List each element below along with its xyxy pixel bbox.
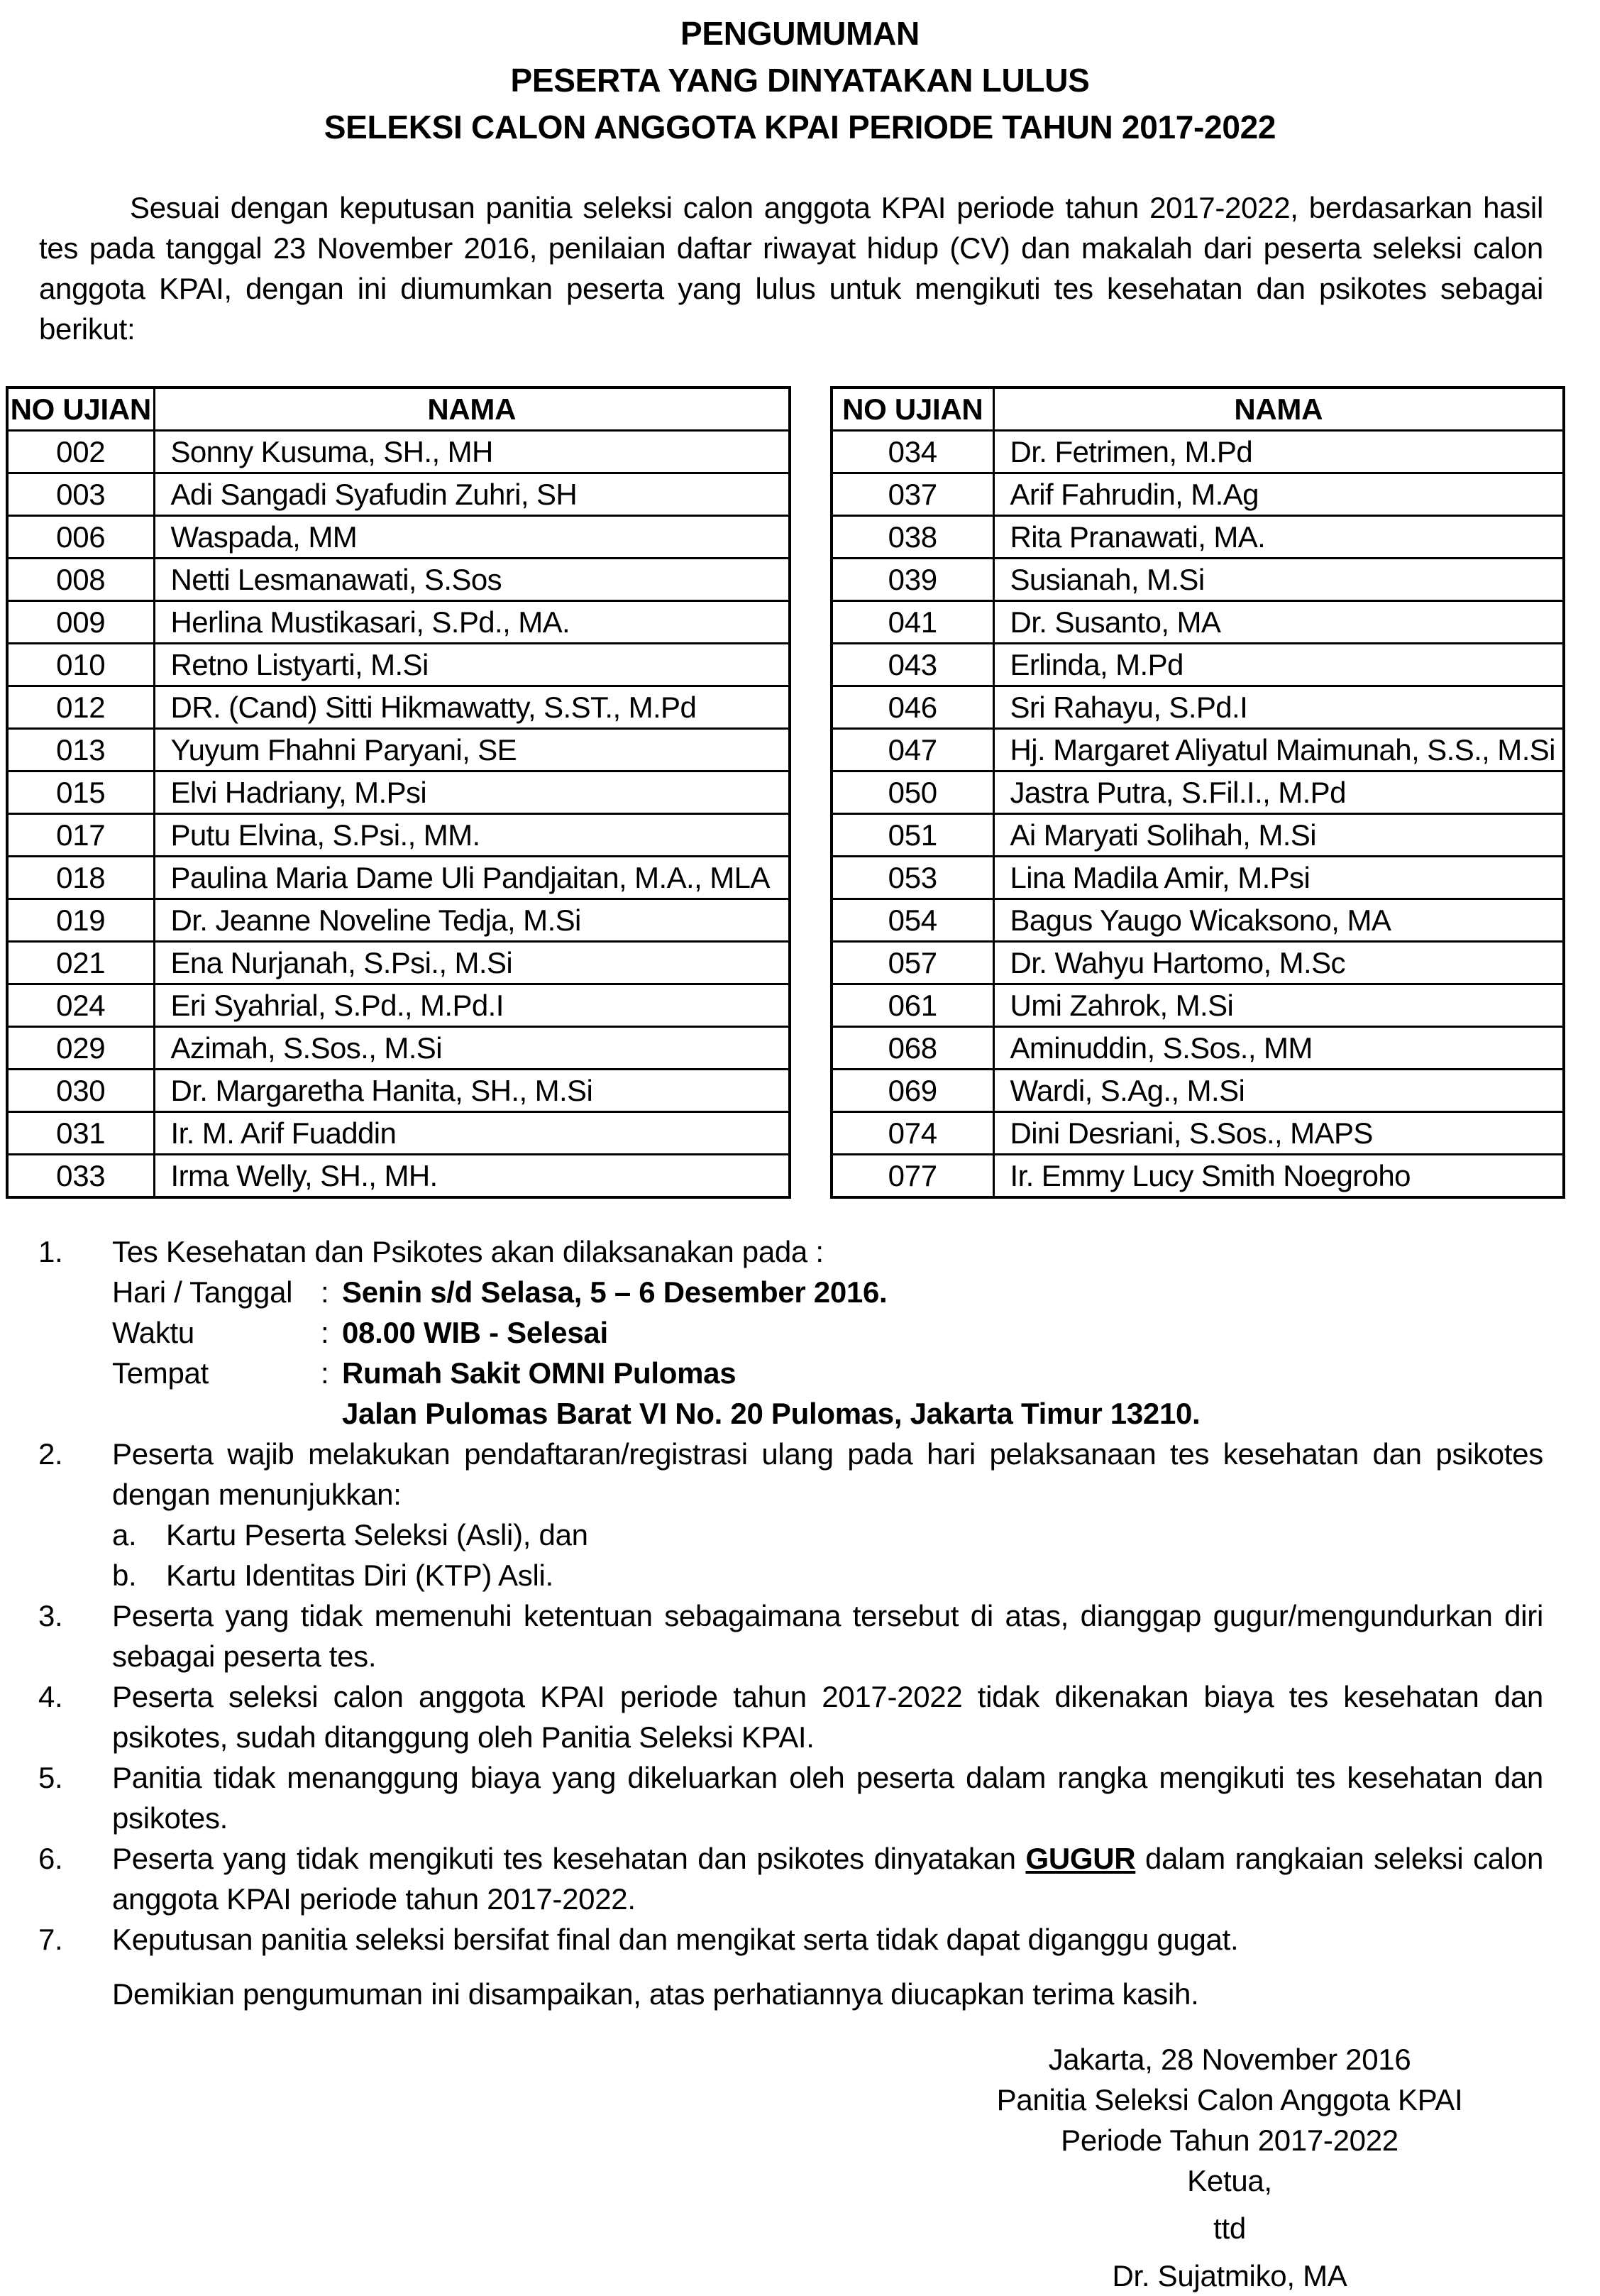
exam-number: 003 <box>7 473 154 516</box>
list-item-5 <box>38 1757 1543 1838</box>
results-tables <box>6 386 1600 1199</box>
announcement-list <box>38 1231 1543 1960</box>
participant-name: Hj. Margaret Aliyatul Maimunah, S.S., M.Si <box>993 729 1564 771</box>
document-title <box>0 10 1600 150</box>
schedule-value: Senin s/d Selasa, 5 – 6 Desember 2016. <box>342 1275 888 1309</box>
results-table-left <box>6 386 791 1199</box>
table-row <box>7 984 790 1027</box>
exam-number: 037 <box>832 473 993 516</box>
list-item-number: 2. <box>38 1437 63 1471</box>
participant-name: Ena Nurjanah, S.Psi., M.Si <box>154 942 790 984</box>
list-item-text: Panitia tidak menanggung biaya yang dikeluarkan oleh peserta dalam rangka mengikuti tes kesehatan dan psikotes. <box>112 1761 1543 1835</box>
participant-name: Paulina Maria Dame Uli Pandjaitan, M.A., MLA <box>154 857 790 899</box>
signature-role: Ketua, <box>1187 2164 1272 2197</box>
table-header-row <box>832 388 1564 431</box>
exam-number: 010 <box>7 644 154 686</box>
signature-name: Dr. Sujatmiko, MA <box>1112 2259 1347 2292</box>
participant-name: Retno Listyarti, M.Si <box>154 644 790 686</box>
participant-name: Dr. Margaretha Hanita, SH., M.Si <box>154 1070 790 1112</box>
table-row <box>7 857 790 899</box>
participant-name: Adi Sangadi Syafudin Zuhri, SH <box>154 473 790 516</box>
exam-number: 030 <box>7 1070 154 1112</box>
exam-number: 024 <box>7 984 154 1027</box>
table-row <box>7 431 790 473</box>
schedule-colon: : <box>321 1316 329 1349</box>
exam-number: 043 <box>832 644 993 686</box>
participant-name: Irma Welly, SH., MH. <box>154 1155 790 1198</box>
exam-number: 051 <box>832 814 993 857</box>
table-row <box>832 559 1564 601</box>
table-row <box>832 729 1564 771</box>
table-row <box>832 686 1564 729</box>
exam-number: 054 <box>832 899 993 942</box>
signature-period: Periode Tahun 2017-2022 <box>1061 2124 1398 2157</box>
table-row <box>832 942 1564 984</box>
schedule-value: 08.00 WIB - Selesai <box>342 1316 608 1349</box>
signature-block <box>910 2039 1549 2296</box>
list-item-number: 4. <box>38 1680 63 1713</box>
exam-number: 046 <box>832 686 993 729</box>
participant-name: Sonny Kusuma, SH., MH <box>154 431 790 473</box>
participant-name: Ir. Emmy Lucy Smith Noegroho <box>993 1155 1564 1198</box>
table-row <box>832 984 1564 1027</box>
signature-place-date: Jakarta, 28 November 2016 <box>1048 2043 1411 2076</box>
list-item-6 <box>38 1838 1543 1919</box>
sub-item-text: Kartu Identitas Diri (KTP) Asli. <box>166 1559 553 1592</box>
table-row <box>7 814 790 857</box>
table-row <box>832 814 1564 857</box>
table-row <box>7 1070 790 1112</box>
table-header-row <box>7 388 790 431</box>
exam-number: 009 <box>7 601 154 644</box>
exam-number: 008 <box>7 559 154 601</box>
table-row <box>832 857 1564 899</box>
exam-number: 053 <box>832 857 993 899</box>
sub-item-b <box>112 1555 1543 1595</box>
participant-name: Rita Pranawati, MA. <box>993 516 1564 559</box>
participant-name: Putu Elvina, S.Psi., MM. <box>154 814 790 857</box>
list-item-number: 3. <box>38 1599 63 1632</box>
list-item-number: 7. <box>38 1923 63 1956</box>
schedule-label: Hari / Tanggal <box>112 1275 293 1309</box>
exam-number: 077 <box>832 1155 993 1198</box>
title-line-3: SELEKSI CALON ANGGOTA KPAI PERIODE TAHUN 2017-2022 <box>324 109 1276 145</box>
schedule-label: Tempat <box>112 1356 209 1390</box>
list-item-7 <box>38 1919 1543 1960</box>
item6-text-before: Peserta yang tidak mengikuti tes kesehatan dan psikotes dinyatakan <box>112 1842 1016 1875</box>
participant-name: Bagus Yaugo Wicaksono, MA <box>993 899 1564 942</box>
list-item-number: 1. <box>38 1235 63 1268</box>
table-row <box>7 1112 790 1155</box>
list-item-text: Peserta yang tidak memenuhi ketentuan sebagaimana tersebut di atas, dianggap gugur/mengundurkan diri sebagai peserta tes. <box>112 1599 1543 1673</box>
exam-number: 031 <box>7 1112 154 1155</box>
participant-name: DR. (Cand) Sitti Hikmawatty, S.ST., M.Pd <box>154 686 790 729</box>
schedule-row-day <box>112 1272 1543 1312</box>
list-item-text: Keputusan panitia seleksi bersifat final dan mengikat serta tidak dapat diganggu gugat. <box>112 1923 1239 1956</box>
table-row <box>832 771 1564 814</box>
participant-name: Dr. Susanto, MA <box>993 601 1564 644</box>
table-row <box>7 771 790 814</box>
schedule-row-place <box>112 1353 1543 1393</box>
table-row <box>832 473 1564 516</box>
sub-item-text: Kartu Peserta Seleksi (Asli), dan <box>166 1518 588 1551</box>
participant-name: Dr. Fetrimen, M.Pd <box>993 431 1564 473</box>
table-row <box>7 1155 790 1198</box>
table-row <box>7 644 790 686</box>
table-row <box>7 601 790 644</box>
item1-intro: Tes Kesehatan dan Psikotes akan dilaksanakan pada : <box>112 1235 824 1268</box>
exam-number: 021 <box>7 942 154 984</box>
participant-name: Ai Maryati Solihah, M.Si <box>993 814 1564 857</box>
exam-number: 039 <box>832 559 993 601</box>
column-header-no-ujian: NO UJIAN <box>832 388 993 431</box>
participant-name: Dini Desriani, S.Sos., MAPS <box>993 1112 1564 1155</box>
column-header-nama: NAMA <box>154 388 790 431</box>
participant-name: Ir. M. Arif Fuaddin <box>154 1112 790 1155</box>
list-item-2 <box>38 1434 1543 1595</box>
participant-name: Waspada, MM <box>154 516 790 559</box>
exam-number: 029 <box>7 1027 154 1070</box>
exam-number: 061 <box>832 984 993 1027</box>
exam-number: 006 <box>7 516 154 559</box>
schedule-label: Waktu <box>112 1316 194 1349</box>
participant-name: Netti Lesmanawati, S.Sos <box>154 559 790 601</box>
exam-number: 034 <box>832 431 993 473</box>
exam-number: 074 <box>832 1112 993 1155</box>
table-row <box>832 899 1564 942</box>
signature-organization: Panitia Seleksi Calon Anggota KPAI <box>996 2083 1463 2116</box>
title-line-1: PENGUMUMAN <box>680 15 920 52</box>
participant-name: Wardi, S.Ag., M.Si <box>993 1070 1564 1112</box>
column-header-no-ujian: NO UJIAN <box>7 388 154 431</box>
table-row <box>832 644 1564 686</box>
schedule-row-time <box>112 1312 1543 1353</box>
gugur-highlight: GUGUR <box>1025 1842 1136 1875</box>
participant-name: Dr. Jeanne Noveline Tedja, M.Si <box>154 899 790 942</box>
sub-item-a <box>112 1515 1543 1555</box>
sub-item-marker: a. <box>112 1518 137 1551</box>
table-row <box>832 1155 1564 1198</box>
table-row <box>7 942 790 984</box>
exam-number: 057 <box>832 942 993 984</box>
table-row <box>7 516 790 559</box>
exam-number: 068 <box>832 1027 993 1070</box>
participant-name: Dr. Wahyu Hartomo, M.Sc <box>993 942 1564 984</box>
table-row <box>832 1112 1564 1155</box>
exam-number: 047 <box>832 729 993 771</box>
participant-name: Elvi Hadriany, M.Psi <box>154 771 790 814</box>
closing-paragraph: Demikian pengumuman ini disampaikan, atas perhatiannya diucapkan terima kasih. <box>112 1977 1199 2011</box>
table-row <box>7 729 790 771</box>
table-row <box>832 1027 1564 1070</box>
list-item-text <box>112 1231 1543 1434</box>
exam-number: 012 <box>7 686 154 729</box>
exam-number: 038 <box>832 516 993 559</box>
exam-number: 069 <box>832 1070 993 1112</box>
exam-number: 041 <box>832 601 993 644</box>
participant-name: Susianah, M.Si <box>993 559 1564 601</box>
signature-ttd: ttd <box>1213 2212 1246 2245</box>
participant-name: Eri Syahrial, S.Pd., M.Pd.I <box>154 984 790 1027</box>
participant-name: Umi Zahrok, M.Si <box>993 984 1564 1027</box>
venue-address: Jalan Pulomas Barat VI No. 20 Pulomas, Jakarta Timur 13210. <box>342 1397 1201 1430</box>
table-row <box>7 686 790 729</box>
exam-number: 019 <box>7 899 154 942</box>
list-item-1 <box>38 1231 1543 1434</box>
participant-name: Sri Rahayu, S.Pd.I <box>993 686 1564 729</box>
table-row <box>7 559 790 601</box>
table-row <box>7 473 790 516</box>
intro-paragraph: Sesuai dengan keputusan panitia seleksi calon anggota KPAI periode tahun 2017-2022, berdasarkan hasil tes pada tanggal 23 November 2016, penilaian daftar riwayat hidup (CV) dan makalah dari peserta seleksi calon anggota KPAI, dengan ini diumumkan peserta yang lulus untuk mengikuti tes kesehatan dan psikotes sebagai berikut: <box>39 191 1543 346</box>
table-row <box>832 431 1564 473</box>
sub-item-marker: b. <box>112 1559 137 1592</box>
participant-name: Azimah, S.Sos., M.Si <box>154 1027 790 1070</box>
table-row <box>832 601 1564 644</box>
exam-number: 018 <box>7 857 154 899</box>
column-header-nama: NAMA <box>993 388 1564 431</box>
exam-number: 017 <box>7 814 154 857</box>
participant-name: Arif Fahrudin, M.Ag <box>993 473 1564 516</box>
participant-name: Yuyum Fhahni Paryani, SE <box>154 729 790 771</box>
item6-text-after: dalam rangkaian seleksi calon anggota KPAI periode tahun 2017-2022. <box>112 1842 1543 1916</box>
exam-number: 050 <box>832 771 993 814</box>
table-row <box>7 1027 790 1070</box>
participant-name: Herlina Mustikasari, S.Pd., MA. <box>154 601 790 644</box>
table-row <box>832 516 1564 559</box>
results-table-right <box>830 386 1565 1199</box>
table-row <box>832 1070 1564 1112</box>
schedule-colon: : <box>321 1275 329 1309</box>
item2-text: Peserta wajib melakukan pendaftaran/registrasi ulang pada hari pelaksanaan tes kesehatan dan psikotes dengan menunjukkan: <box>112 1437 1543 1511</box>
list-item-number: 6. <box>38 1842 63 1875</box>
participant-name: Jastra Putra, S.Fil.I., M.Pd <box>993 771 1564 814</box>
list-item-3 <box>38 1595 1543 1676</box>
participant-name: Erlinda, M.Pd <box>993 644 1564 686</box>
list-item-text: Peserta seleksi calon anggota KPAI periode tahun 2017-2022 tidak dikenakan biaya tes kesehatan dan psikotes, sudah ditanggung oleh Panitia Seleksi KPAI. <box>112 1680 1543 1754</box>
exam-number: 013 <box>7 729 154 771</box>
exam-number: 002 <box>7 431 154 473</box>
list-item-4 <box>38 1676 1543 1757</box>
schedule-colon: : <box>321 1356 329 1390</box>
list-item-text <box>112 1838 1543 1919</box>
participant-name: Aminuddin, S.Sos., MM <box>993 1027 1564 1070</box>
exam-number: 033 <box>7 1155 154 1198</box>
schedule-value: Rumah Sakit OMNI Pulomas <box>342 1356 736 1390</box>
table-row <box>7 899 790 942</box>
list-item-number: 5. <box>38 1761 63 1794</box>
participant-name: Lina Madila Amir, M.Psi <box>993 857 1564 899</box>
list-item-text <box>112 1434 1543 1595</box>
exam-number: 015 <box>7 771 154 814</box>
title-line-2: PESERTA YANG DINYATAKAN LULUS <box>510 62 1090 99</box>
